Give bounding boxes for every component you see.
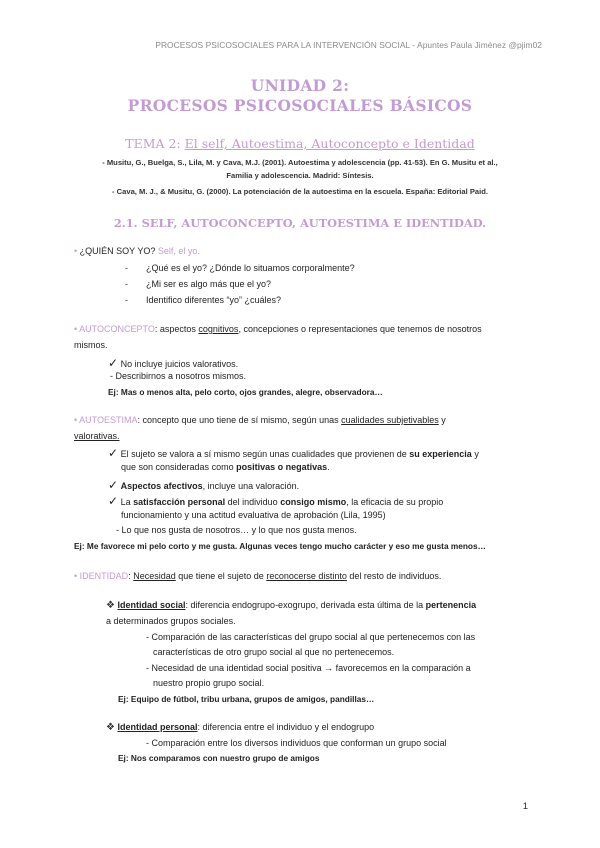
quien-item-1: ¿Qué es el yo? ¿Dónde lo situamos corporalmente? [146,263,355,273]
identidad-social-term: Identidad social [117,600,186,610]
c1-d: que son consideradas como [121,462,237,472]
autoestima-text-a: concepto que uno tiene de sí mismo, según unas [140,415,342,425]
autoestima-line [74,415,446,425]
identidad-necesidad: Necesidad [133,571,176,581]
c3-c: del individuo [225,497,281,507]
tema-heading [0,136,600,151]
social-text-c: a determinados grupos sociales. [106,616,236,626]
autoestima-cualidades: cualidades subjetivables [341,415,439,425]
check-1-text: No incluye juicios valorativos. [120,359,239,369]
c1-e: positivas o negativas [236,462,328,472]
social-dash-2: - Necesidad de una identidad social positiva → favorecemos en la comparación a [146,663,471,673]
identidad-reconocerse: reconocerse distinto [266,571,347,581]
personal-text-a: : diferencia entre el individuo y el endogrupo [197,722,375,732]
colon: : [154,324,158,334]
social-dash-1-cont: características de otro grupo social al que no pertenecemos. [153,647,395,657]
bullet: • [74,415,78,425]
personal-example: Ej: Nos comparamos con nuestro grupo de amigos [118,753,320,763]
dash-marker: - [125,295,128,305]
bullet: • [74,571,78,581]
tema-prefix: TEMA 2: [125,136,181,151]
c3-d: consigo mismo [280,497,347,507]
c2-b: , incluye una valoración. [202,481,300,491]
reference-1: - Musitu, G., Buelga, S., Lila, M. y Cava, M.J. (2001). Autoestima y adolescencia (pp. 41-53). En G. Musitu et al., [102,158,498,167]
c3-a: La [120,497,134,507]
c3-e: , la eficacia de su propio [346,497,444,507]
diamond-icon: ❖ [106,722,115,733]
page-number: 1 [522,801,528,812]
social-text-a: : diferencia endogrupo-exogrupo, derivada esta última de la [185,600,426,610]
autoestima-term: AUTOESTIMA [79,415,138,425]
c1-a: El sujeto se valora a sí mismo según unas cualidades que provienen de [120,449,410,459]
reference-1-cont: Familia y adolescencia. Madrid: Síntesis. [226,171,374,180]
identidad-text-a: que tiene el sujeto de [175,571,267,581]
personal-dash-1: - Comparación entre los diversos individuos que conforman un grupo social [146,738,447,748]
colon: : [128,571,131,581]
social-example: Ej: Equipo de fútbol, tribu urbana, grupos de amigos, pandillas… [118,694,375,704]
autoestima-check-1-cont [121,462,330,472]
identidad-line [74,571,441,581]
diamond-icon: ❖ [106,600,115,611]
c3-b: satisfacción personal [133,497,226,507]
dash-marker: - [125,263,128,273]
autoestima-text-b: y [438,415,446,425]
autoestima-check-1 [108,446,479,460]
autoestima-valorativas-text: valorativas. [74,431,120,441]
social-pertenencia: pertenencia [425,600,477,610]
check-icon: ✓ [108,446,119,460]
identidad-social-line [106,600,476,611]
bullet: • [74,246,78,256]
check-icon: ✓ [108,494,119,508]
social-dash-2-cont: nuestro propio grupo social. [153,678,265,688]
quien-soy-yo [74,246,200,256]
quien-lead: ¿QUIÉN SOY YO? [79,246,156,256]
unit-title: UNIDAD 2: [250,76,350,95]
autoconcepto-text-a: aspectos [157,324,199,334]
unit-subtitle: PROCESOS PSICOSOCIALES BÁSICOS [127,96,473,115]
autoestima-check-2 [108,478,299,492]
quien-item-3: Identifico diferentes “yo” ¿cuáles? [146,295,282,305]
dash-marker: - [125,279,128,289]
quien-sub: Self, el yo. [157,246,200,256]
identidad-term: IDENTIDAD [79,571,129,581]
bullet: • [74,324,78,334]
autoestima-dash-1: - Lo que nos gusta de nosotros… y lo que nos gusta menos. [116,525,357,535]
autoconcepto-text-b: , concepciones o representaciones que tenemos de nosotros [238,324,482,334]
c1-b: su experiencia [409,449,472,459]
identidad-personal-line [106,722,374,733]
check-icon: ✓ [108,356,119,370]
autoconcepto-term: AUTOCONCEPTO [79,324,155,334]
social-dash-1: - Comparación de las características del grupo social al que pertenecemos con las [146,632,476,642]
autoestima-valorativas [74,431,120,441]
c1-f: . [327,462,330,472]
autoconcepto-line [74,324,482,334]
c2-a: Aspectos afectivos [120,481,203,491]
autoconcepto-cognitivos: cognitivos [198,324,239,334]
reference-2: - Cava, M. J., & Musitu, G. (2000). La potenciación de la autoestima en la escuela. España: Editorial Paid. [112,187,488,196]
autoestima-check-3-cont: funcionamiento y una actitud evaluativa de aprobación (Lila, 1995) [121,510,386,520]
identidad-personal-term: Identidad personal [117,722,198,732]
quien-item-2: ¿Mi ser es algo más que el yo? [146,279,272,289]
section-title: 2.1. SELF, AUTOCONCEPTO, AUTOESTIMA E IDENTIDAD. [113,216,487,230]
autoestima-example: Ej: Me favorece mi pelo corto y me gusta. Algunas veces tengo mucho carácter y eso me gusta menos… [74,541,486,551]
autoconcepto-dash-1: - Describirnos a nosotros mismos. [110,371,247,381]
tema-title: El self, Autoestima, Autoconcepto e Identidad [184,136,475,151]
autoconcepto-text-c: mismos. [74,340,108,350]
running-header: PROCESOS PSICOSOCIALES PARA LA INTERVENCIÓN SOCIAL - Apuntes Paula Jiménez @pjim02 [155,40,542,50]
autoconcepto-check-1 [108,356,238,370]
colon: : [137,415,141,425]
check-icon: ✓ [108,478,119,492]
identidad-text-b: del resto de individuos. [346,571,442,581]
autoestima-check-3 [108,494,443,508]
c1-c: y [471,449,479,459]
autoconcepto-example: Ej: Mas o menos alta, pelo corto, ojos grandes, alegre, observadora… [108,387,383,397]
